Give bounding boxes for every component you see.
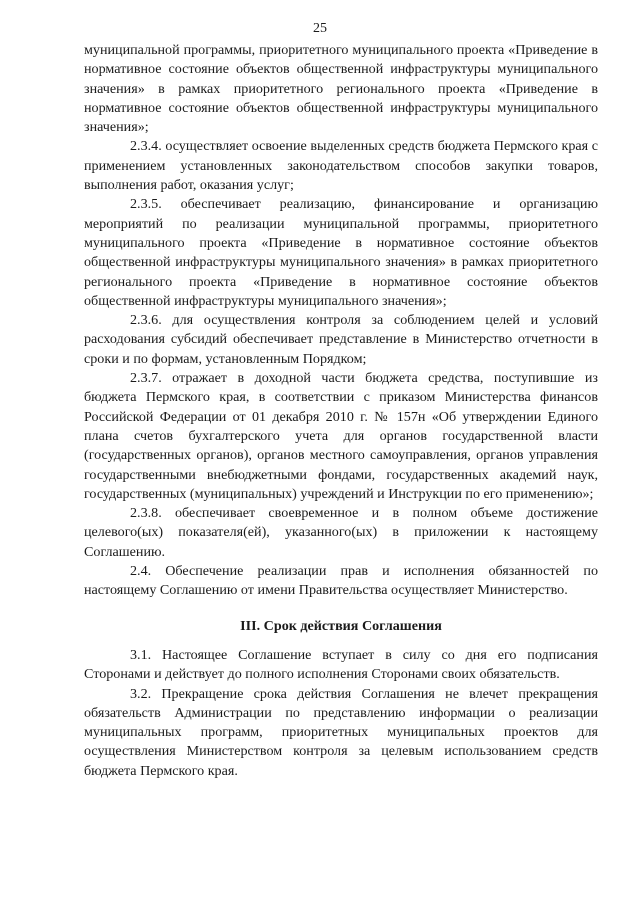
section-heading: III. Срок действия Соглашения [240,617,442,634]
clause-2-3-6: 2.3.6. для осуществления контроля за соблюдением целей и условий расходования субсидий обеспечивает представление в Министерство отчетности в сроки и по формам, установленным Порядком; [84,312,598,367]
clause-2-4: 2.4. Обеспечение реализации прав и исполнения обязанностей по настоящему Соглашению от имени Правительства осуществляет Министерство. [84,563,598,599]
document-body [84,41,598,781]
paragraph-continuation: муниципальной программы, приоритетного муниципального проекта «Приведение в нормативное состояние объектов общественной инфраструктуры муниципального значения» в рамках приоритетного регионального проекта «Приведение в нормативное состояние объектов общественной инфраструктуры муниципального значения»; [84,42,598,136]
clause-2-3-4: 2.3.4. осуществляет освоение выделенных средств бюджета Пермского края с применением установленных законодательством способов закупки товаров, выполнения работ, оказания услуг; [84,138,598,194]
clause-2-3-8: 2.3.8. обеспечивает своевременное и в полном объеме достижение целевого(ых) показателя(ей), указанного(ых) в приложении к настоящему Соглашению. [84,505,598,560]
clause-3-2: 3.2. Прекращение срока действия Соглашения не влечет прекращения обязательств Администрации по представлению информации о реализации муниципальных программ, приоритетных муниципальных проектов для осуществления Министерством контроля за целевым использованием средств бюджета Пермского края. [84,685,598,779]
page-number: 25 [313,21,327,36]
clause-2-3-7: 2.3.7. отражает в доходной части бюджета средства, поступившие из бюджета Пермского края, в соответствии с приказом Министерства финансов Российской Федерации от 01 декабря 2010 г. № 157н «Об утверждении Единого плана счетов бухгалтерского учета для органов государственной власти (государственных органов), органов местного самоуправления, органов управления государственными внебюджетными фондами, государственных академий наук, государственных (муниципальных) учреждений и Инструкции по его применению»; [84,370,598,502]
clause-2-3-5: 2.3.5. обеспечивает реализацию, финансирование и организацию мероприятий по реализации муниципальной программы, приоритетного муниципального проекта «Приведение в нормативное состояние объектов общественной инфраструктуры муниципального значения» в рамках приоритетного регионального проекта «Приведение в нормативное состояние объектов общественной инфраструктуры муниципального значения»; [84,196,598,309]
clause-3-1: 3.1. Настоящее Соглашение вступает в силу со дня его подписания Сторонами и действует до полного исполнения Сторонами своих обязательств. [84,646,598,683]
